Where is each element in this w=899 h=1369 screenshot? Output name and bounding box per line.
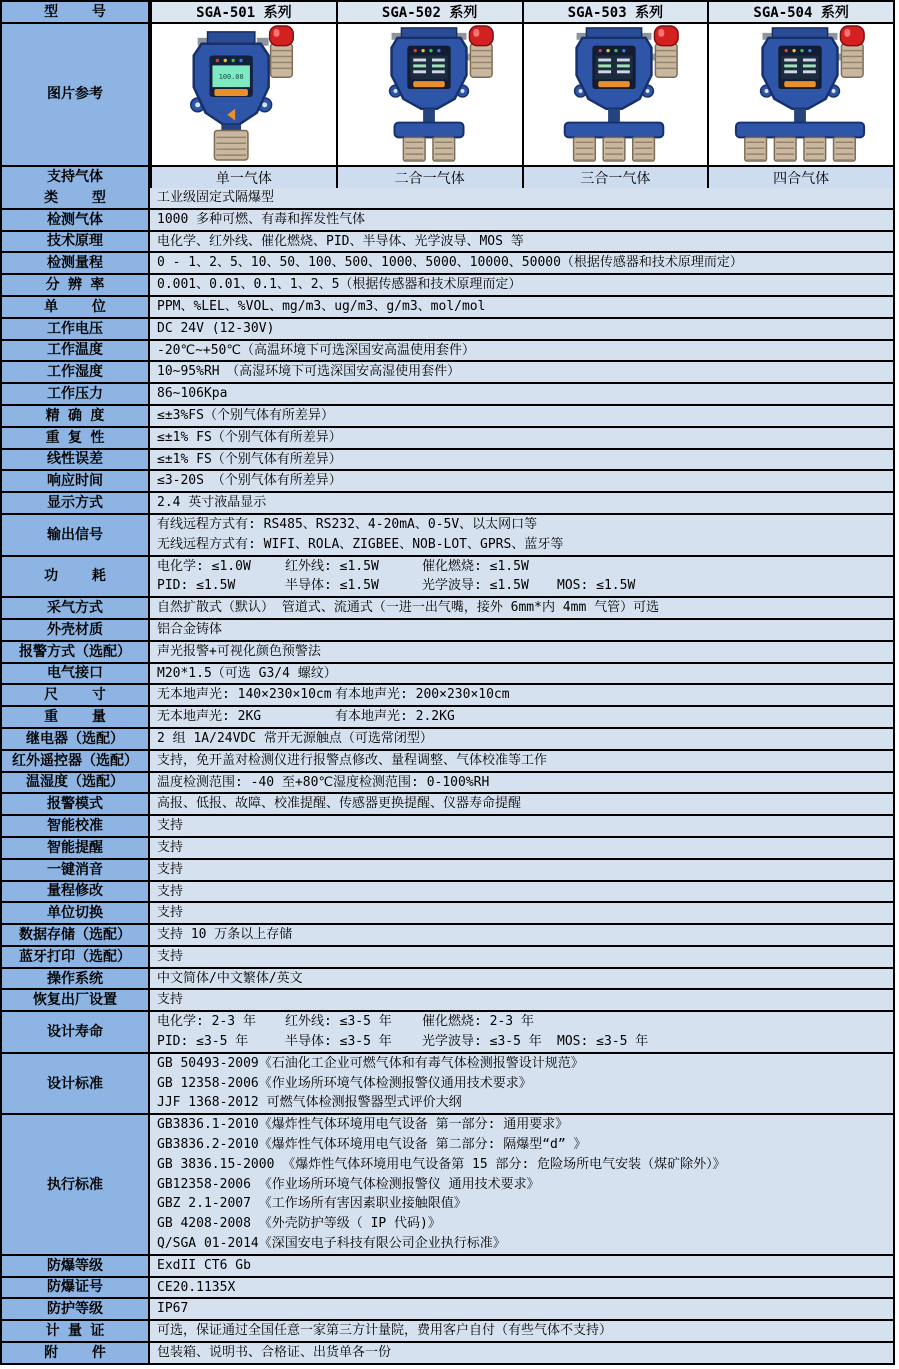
- row-value-line: 0.001、0.01、0.1、1、2、5（根据传感器和技术原理而定）: [157, 277, 522, 293]
- row-value-line: [150, 576, 893, 596]
- spec-row: [2, 208, 893, 230]
- alarm-beacon-icon: [655, 26, 679, 77]
- row-label: 恢复出厂设置: [2, 990, 150, 1010]
- row-value-line: 0 - 1、2、5、10、50、100、500、1000、5000、10000、50000（根据传感器和技术原理而定）: [157, 255, 743, 271]
- row-label: 工作电压: [2, 319, 150, 339]
- row-label: 报警模式: [2, 794, 150, 814]
- spec-row: [2, 901, 893, 923]
- row-value: [150, 773, 893, 793]
- row-value: [150, 751, 893, 771]
- row-value-line: ≤±1% FS（个别气体有所差异）: [157, 451, 342, 467]
- spec-row: [2, 1052, 893, 1113]
- support-gas-sga503: 三合一气体: [522, 167, 708, 188]
- row-value: [150, 319, 893, 339]
- spec-row: [2, 945, 893, 967]
- row-value: [150, 275, 893, 295]
- row-value-line: 无线远程方式有: WIFI、ROLA、ZIGBEE、NOB-LOT、GPRS、蓝牙等: [157, 536, 564, 552]
- row-label-support-gas: 支持气体: [2, 167, 150, 188]
- row-value: [150, 882, 893, 902]
- row-label: 输出信号: [2, 515, 150, 555]
- row-value-line: 自然扩散式（默认） 管道式、流通式（一进一出气嘴，接外 6mm*内 4mm 气管）可选: [157, 600, 660, 616]
- row-value-line: PPM、%LEL、%VOL、mg/m3、ug/m3、g/m3、mol/mol: [157, 298, 486, 314]
- row-value-segment: 催化燃烧: ≤1.5W: [422, 558, 529, 574]
- spec-row: [2, 988, 893, 1010]
- row-value: [150, 729, 893, 749]
- spec-row: [2, 727, 893, 749]
- row-value-segment: 无本地声光: 2KG: [157, 709, 262, 725]
- row-value: [150, 838, 893, 858]
- spec-row: [2, 858, 893, 880]
- spec-row: [2, 1113, 893, 1254]
- row-value-line: 支持: [157, 948, 184, 964]
- spec-row: [2, 404, 893, 426]
- row-value-line: 有线远程方式有: RS485、RS232、4-20mA、0-5V、以太网口等: [157, 516, 538, 532]
- spec-row: [2, 317, 893, 339]
- row-label: 红外遥控器（选配）: [2, 751, 150, 771]
- device-image-sga504: [707, 24, 893, 165]
- row-value-line: 1000 多种可燃、有毒和挥发性气体: [157, 211, 366, 227]
- row-value-segment: 电化学: ≤1.0W: [157, 558, 251, 574]
- row-value: [150, 428, 893, 448]
- row-label: 功 耗: [2, 557, 150, 597]
- row-value-line: GB 3836.15-2000 《爆炸性气体环境用电气设备第 15 部分: 危险场所电气安装（煤矿除外）》: [157, 1156, 726, 1172]
- row-value: [150, 384, 893, 404]
- row-label: 重 复 性: [2, 428, 150, 448]
- row-value-line: 10~95%RH （高湿环境下可选深国安高湿使用套件）: [157, 364, 461, 380]
- row-value-segment: 无本地声光: 140×230×10cm: [157, 687, 332, 703]
- support-gas-row: [2, 165, 893, 188]
- row-label: 外壳材质: [2, 620, 150, 640]
- spec-row: [2, 188, 893, 208]
- row-label: 防爆证号: [2, 1278, 150, 1298]
- spec-rows-container: [2, 188, 893, 1363]
- row-value: [150, 406, 893, 426]
- row-value: [150, 816, 893, 836]
- row-value-segment: 有本地声光: 200×230×10cm: [335, 687, 510, 703]
- alarm-beacon-icon: [270, 26, 294, 77]
- row-value-segment: 湿度检测范围: 0-100%RH: [333, 774, 490, 790]
- row-value: [150, 1278, 893, 1298]
- row-label: 显示方式: [2, 493, 150, 513]
- row-label: 电气接口: [2, 664, 150, 684]
- row-value-line: 包装箱、说明书、合格证、出货单各一份: [157, 1345, 392, 1361]
- row-value: [150, 707, 893, 727]
- row-value-line: 可选，保证通过全国任意一家第三方计量院，费用客户自付（有些气体不支持）: [157, 1323, 613, 1339]
- row-label: 响应时间: [2, 471, 150, 491]
- spec-row: [2, 705, 893, 727]
- row-label: 防爆等级: [2, 1256, 150, 1276]
- row-value-line: [150, 1012, 893, 1032]
- row-value: [150, 210, 893, 230]
- row-value-line: JJF 1368-2012 可燃气体检测报警器型式评价大纲: [157, 1095, 462, 1111]
- row-label: 报警方式（选配）: [2, 642, 150, 662]
- row-value-line: 声光报警+可视化颜色预警法: [157, 643, 321, 659]
- row-value-segment: 有本地声光: 2.2KG: [335, 709, 455, 725]
- row-label: 智能提醒: [2, 838, 150, 858]
- row-label: 执行标准: [2, 1115, 150, 1254]
- row-label: 量程修改: [2, 882, 150, 902]
- spec-row: [2, 1319, 893, 1341]
- row-value-segment: 半导体: ≤1.5W: [285, 578, 379, 594]
- row-value-line: -20℃~+50℃（高温环境下可选深国安高温使用套件）: [157, 342, 475, 358]
- spec-row: [2, 230, 893, 252]
- spec-row: [2, 555, 893, 597]
- support-gas-sga504: 四合气体: [707, 167, 893, 188]
- row-value-line: 支持: [157, 905, 184, 921]
- spec-row: [2, 491, 893, 513]
- spec-row: [2, 880, 893, 902]
- row-value-segment: 催化燃烧: 2-3 年: [422, 1014, 534, 1030]
- row-value-segment: 红外线: ≤1.5W: [285, 558, 379, 574]
- row-label: 精 确 度: [2, 406, 150, 426]
- spec-row: [2, 382, 893, 404]
- spec-row: [2, 1297, 893, 1319]
- row-value: [150, 685, 893, 705]
- row-value: [150, 1012, 893, 1052]
- row-value-line: GB 12358-2006《作业场所环境气体检测报警仪通用技术要求》: [157, 1075, 532, 1091]
- spec-row: [2, 683, 893, 705]
- row-value-line: 支持，免开盖对检测仪进行报警点修改、量程调整、气体校准等工作: [157, 752, 548, 768]
- row-value-line: CE20.1135X: [157, 1279, 236, 1295]
- model-name-sga504: SGA-504 系列: [707, 2, 893, 22]
- row-label: 智能校准: [2, 816, 150, 836]
- row-value-line: GB12358-2006 《作业场所环境气体检测报警仪 通用技术要求》: [157, 1176, 540, 1192]
- row-value: [150, 860, 893, 880]
- row-label: 技术原理: [2, 232, 150, 252]
- spec-row: [2, 1010, 893, 1052]
- alarm-beacon-icon: [841, 26, 865, 77]
- row-value-line: GB 4208-2008 《外壳防护等级（ IP 代码)》: [157, 1216, 441, 1232]
- row-value-line: 支持 10 万条以上存储: [157, 927, 293, 943]
- spec-row: [2, 1254, 893, 1276]
- spec-row: [2, 295, 893, 317]
- spec-row: [2, 513, 893, 555]
- row-value: [150, 990, 893, 1010]
- row-value: [150, 1115, 893, 1254]
- row-value-line: [150, 707, 893, 727]
- spec-row: [2, 339, 893, 361]
- row-value-line: 86~106Kpa: [157, 386, 228, 402]
- row-value: [150, 362, 893, 382]
- row-value-segment: MOS: ≤1.5W: [557, 578, 636, 594]
- row-value: [150, 664, 893, 684]
- row-label: 防护等级: [2, 1299, 150, 1319]
- svg-text:100.00: 100.00: [218, 73, 244, 82]
- row-value: [150, 1299, 893, 1319]
- spec-row: [2, 1276, 893, 1298]
- spec-row: [2, 618, 893, 640]
- image-row: [2, 22, 893, 165]
- row-label: 单 位: [2, 297, 150, 317]
- row-value: [150, 1321, 893, 1341]
- row-label: 工作湿度: [2, 362, 150, 382]
- row-value: [150, 493, 893, 513]
- row-value-line: 电化学、红外线、催化燃烧、PID、半导体、光学波导、MOS 等: [157, 233, 524, 249]
- row-label-model: 型 号: [2, 2, 150, 22]
- row-value: [150, 903, 893, 923]
- row-value-line: ExdII CT6 Gb: [157, 1257, 251, 1273]
- row-label: 计 量 证: [2, 1321, 150, 1341]
- row-value-line: 支持: [157, 818, 184, 834]
- row-value: [150, 253, 893, 273]
- row-label: 检测气体: [2, 210, 150, 230]
- row-value: [150, 1054, 893, 1113]
- row-value: [150, 925, 893, 945]
- row-value: [150, 471, 893, 491]
- row-value-line: 支持: [157, 992, 184, 1008]
- row-value-line: 铝合金铸体: [157, 621, 223, 637]
- spec-row: [2, 1341, 893, 1363]
- row-label: 设计标准: [2, 1054, 150, 1113]
- row-label: 继电器（选配）: [2, 729, 150, 749]
- row-value: [150, 341, 893, 361]
- row-value: [150, 297, 893, 317]
- model-name-sga501: SGA-501 系列: [150, 2, 336, 22]
- device-image-sga501: [150, 24, 336, 165]
- row-value-segment: 电化学: 2-3 年: [157, 1014, 256, 1030]
- row-value-segment: 红外线: ≤3-5 年: [285, 1014, 392, 1030]
- spec-row: [2, 469, 893, 491]
- spec-row: [2, 749, 893, 771]
- spec-row: [2, 814, 893, 836]
- row-value-line: GB 50493-2009《石油化工企业可燃气体和有毒气体检测报警设计规范》: [157, 1055, 584, 1071]
- model-header-row: [2, 2, 893, 22]
- support-gas-sga502: 二合一气体: [336, 167, 522, 188]
- row-value: [150, 969, 893, 989]
- row-label: 类 型: [2, 188, 150, 208]
- device-image-sga502: [336, 24, 522, 165]
- row-label: 采气方式: [2, 598, 150, 618]
- row-value-line: 支持: [157, 883, 184, 899]
- row-value-line: GBZ 2.1-2007 《工作场所有害因素职业接触限值》: [157, 1196, 467, 1212]
- row-label: 分 辨 率: [2, 275, 150, 295]
- row-value-line: 高报、低报、故障、校准提醒、传感器更换提醒、仪器寿命提醒: [157, 796, 522, 812]
- row-value-line: 工业级固定式隔爆型: [157, 190, 275, 205]
- alarm-beacon-icon: [469, 26, 493, 77]
- row-label-image: 图片参考: [2, 24, 150, 165]
- row-value-line: M20*1.5（可选 G3/4 螺纹）: [157, 665, 337, 681]
- spec-row: [2, 967, 893, 989]
- row-value-line: GB3836.1-2010《爆炸性气体环境用电气设备 第一部分: 通用要求》: [157, 1117, 569, 1133]
- row-value-line: GB3836.2-2010《爆炸性气体环境用电气设备 第二部分: 隔爆型“d” 》: [157, 1137, 587, 1153]
- row-value: [150, 515, 893, 555]
- row-value-segment: PID: ≤3-5 年: [157, 1034, 249, 1050]
- spec-row: [2, 792, 893, 814]
- spec-row: [2, 640, 893, 662]
- row-label: 数据存储（选配）: [2, 925, 150, 945]
- row-label: 蓝牙打印（选配）: [2, 947, 150, 967]
- row-value-line: 支持: [157, 839, 184, 855]
- row-value-line: [150, 1032, 893, 1052]
- device-image-sga503: [522, 24, 708, 165]
- row-value: [150, 794, 893, 814]
- spec-row: [2, 662, 893, 684]
- row-value: [150, 642, 893, 662]
- row-label: 操作系统: [2, 969, 150, 989]
- row-value: [150, 1343, 893, 1363]
- row-label: 单位切换: [2, 903, 150, 923]
- row-value-segment: PID: ≤1.5W: [157, 578, 236, 594]
- spec-row: [2, 923, 893, 945]
- row-label: 尺 寸: [2, 685, 150, 705]
- row-value-line: DC 24V (12-30V): [157, 320, 275, 336]
- row-value-segment: MOS: ≤3-5 年: [557, 1034, 649, 1050]
- row-value: [150, 232, 893, 252]
- row-value-line: [150, 557, 893, 577]
- spec-row: [2, 596, 893, 618]
- spec-row: [2, 771, 893, 793]
- row-value-line: [150, 773, 893, 793]
- row-value-line: 中文简体/中文繁体/英文: [157, 970, 303, 986]
- row-value-line: 支持: [157, 861, 184, 877]
- support-gas-sga501: 单一气体: [150, 167, 336, 188]
- model-name-sga503: SGA-503 系列: [522, 2, 708, 22]
- row-value: [150, 1256, 893, 1276]
- row-label: 设计寿命: [2, 1012, 150, 1052]
- row-label: 温湿度（选配）: [2, 773, 150, 793]
- row-value: [150, 450, 893, 470]
- row-label: 工作压力: [2, 384, 150, 404]
- spec-row: [2, 448, 893, 470]
- row-value: [150, 557, 893, 597]
- row-label: 线性误差: [2, 450, 150, 470]
- row-value-line: IP67: [157, 1301, 189, 1317]
- row-value-line: Q/SGA 01-2014《深国安电子科技有限公司企业执行标准》: [157, 1236, 506, 1252]
- row-value-line: 2 组 1A/24VDC 常开无源触点（可选常闭型）: [157, 730, 433, 746]
- row-value-segment: 光学波导: ≤1.5W: [422, 578, 529, 594]
- row-value: [150, 188, 893, 208]
- spec-row: [2, 273, 893, 295]
- spec-row: [2, 360, 893, 382]
- row-label: 检测量程: [2, 253, 150, 273]
- row-value-segment: 光学波导: ≤3-5 年: [422, 1034, 542, 1050]
- row-value-line: 2.4 英寸液晶显示: [157, 495, 267, 511]
- row-value-line: ≤±1% FS（个别气体有所差异）: [157, 429, 342, 445]
- row-value: [150, 620, 893, 640]
- row-value-line: [150, 685, 893, 705]
- row-value-line: ≤±3%FS（个别气体有所差异）: [157, 407, 334, 423]
- row-value: [150, 598, 893, 618]
- row-label: 一键消音: [2, 860, 150, 880]
- row-label: 工作温度: [2, 341, 150, 361]
- spec-row: [2, 251, 893, 273]
- row-value-line: ≤3-20S （个别气体有所差异）: [157, 473, 342, 489]
- model-name-sga502: SGA-502 系列: [336, 2, 522, 22]
- row-label: 重 量: [2, 707, 150, 727]
- row-value: [150, 947, 893, 967]
- row-label: 附 件: [2, 1343, 150, 1363]
- row-value-segment: 半导体: ≤3-5 年: [285, 1034, 392, 1050]
- spec-row: [2, 426, 893, 448]
- row-value-segment: 温度检测范围: -40 至+80℃: [157, 774, 334, 790]
- spec-row: [2, 836, 893, 858]
